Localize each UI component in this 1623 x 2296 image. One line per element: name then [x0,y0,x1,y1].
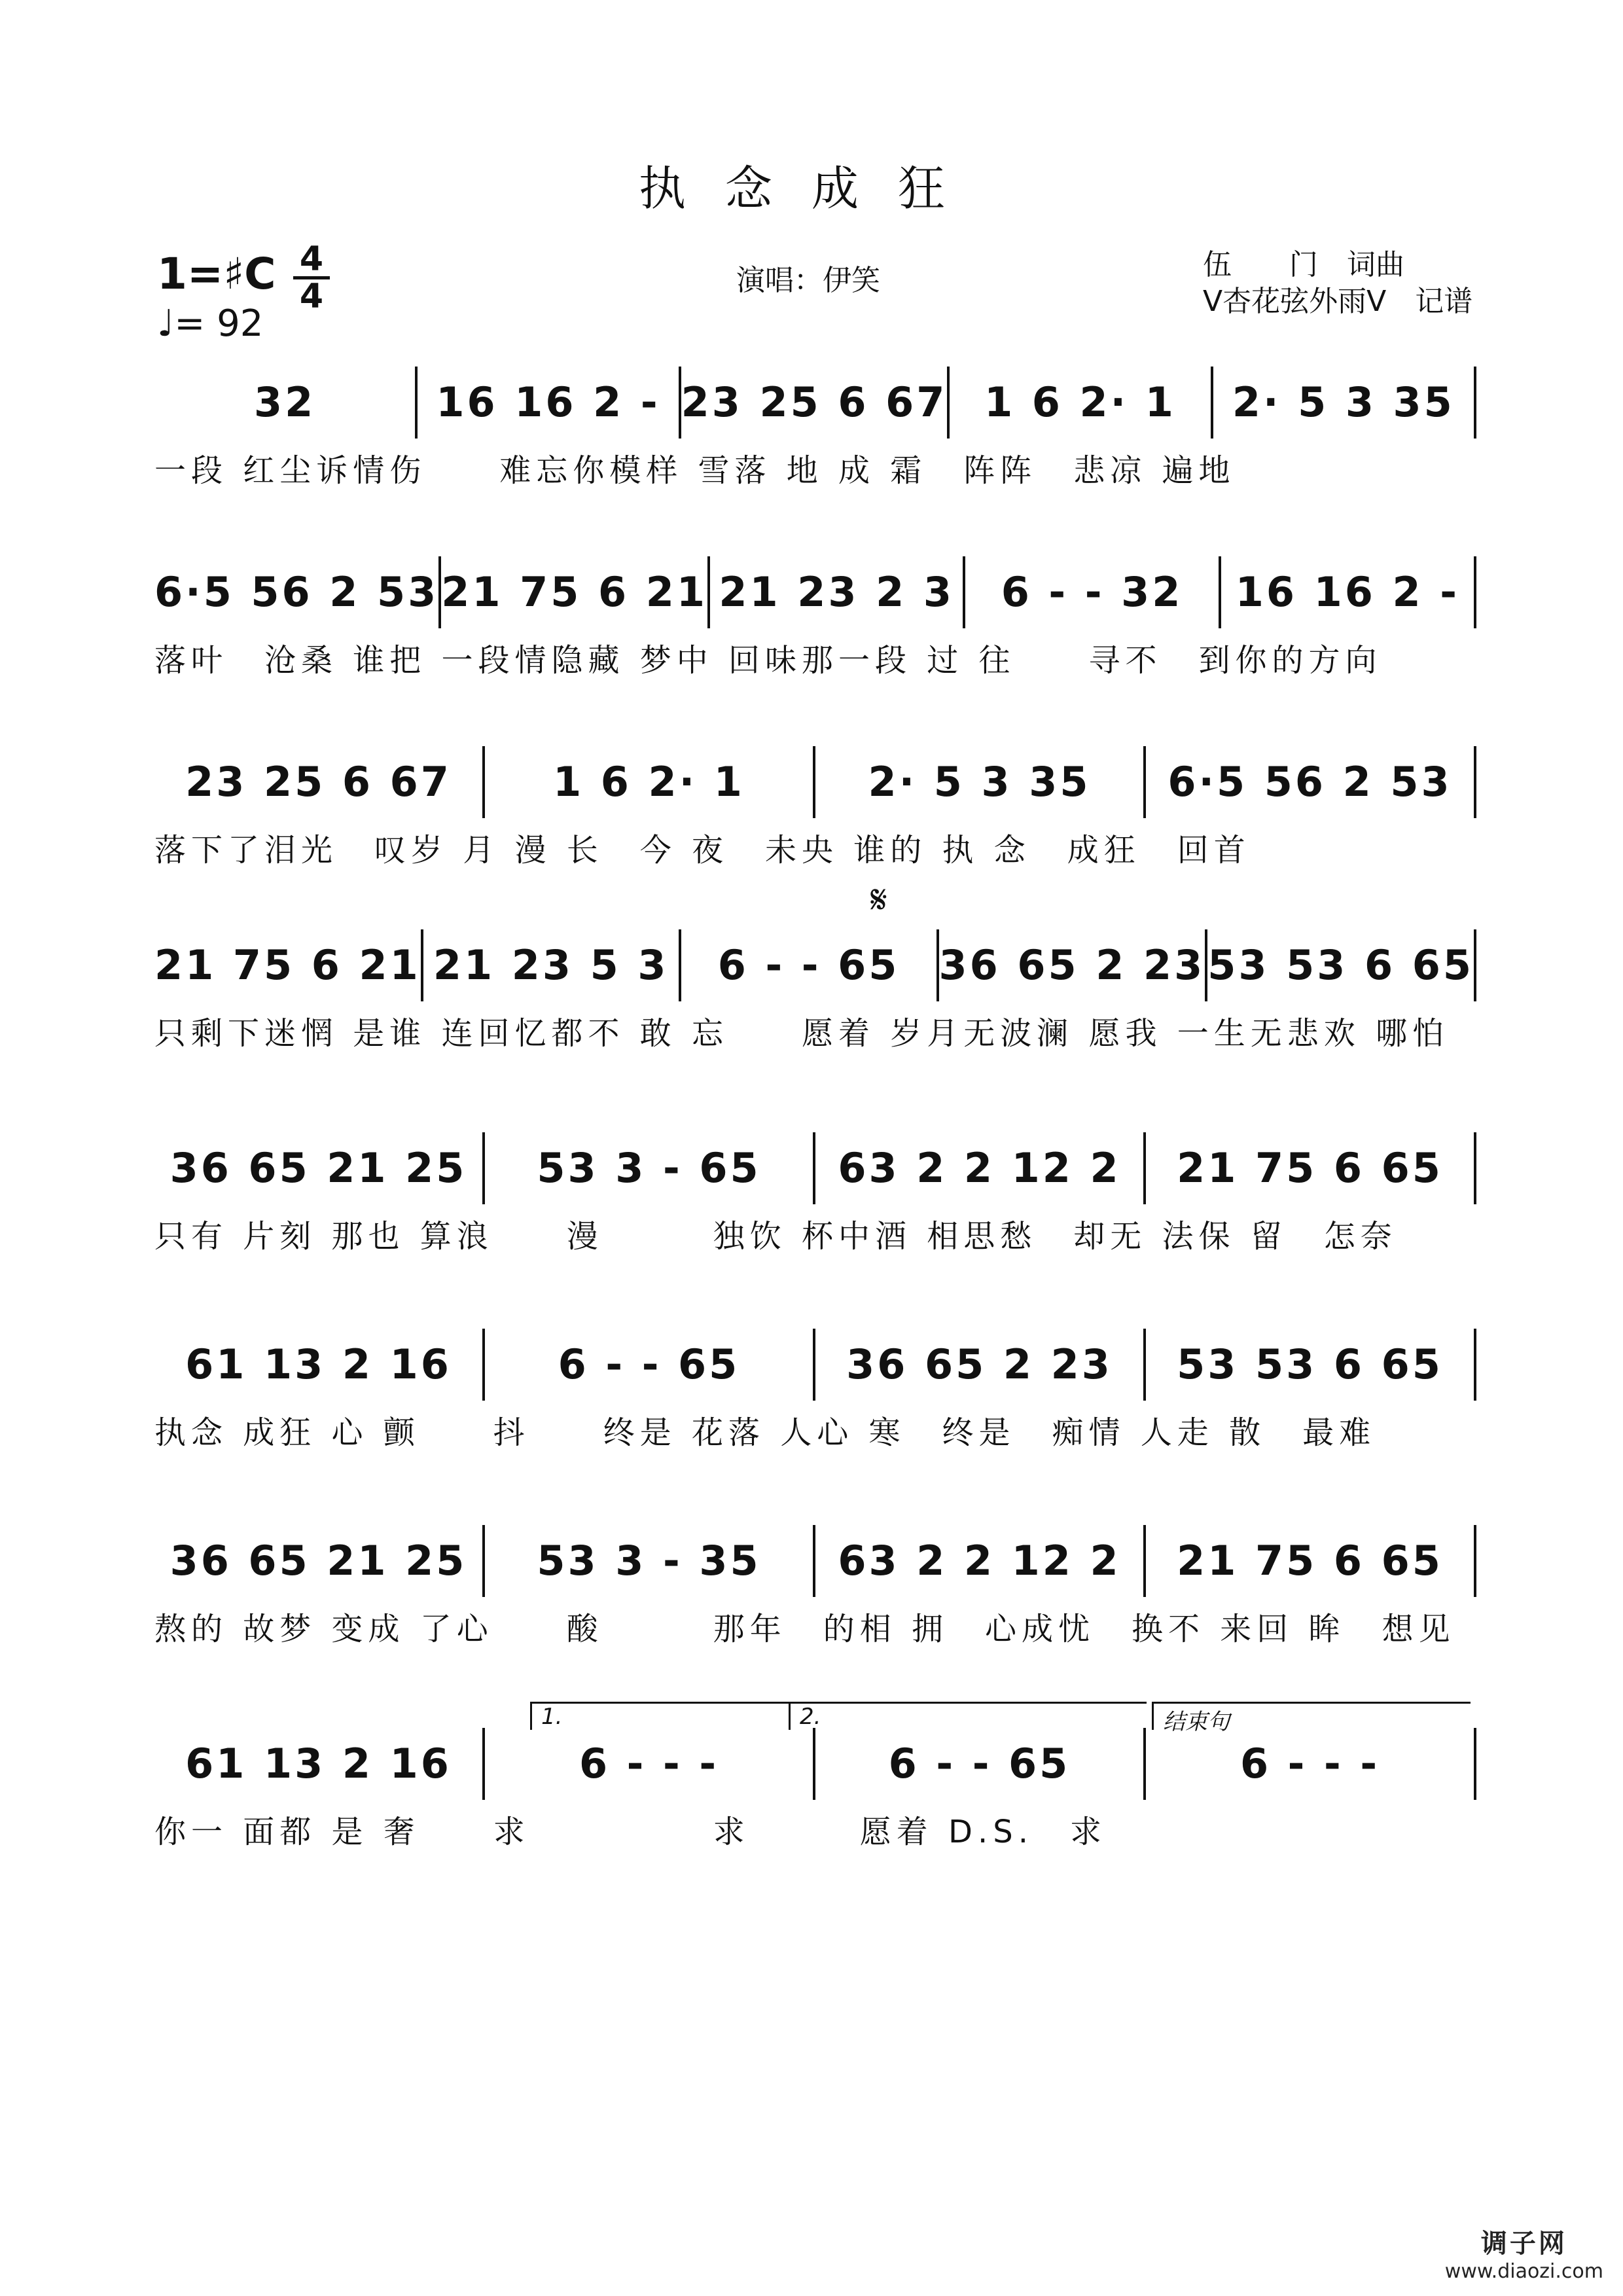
notes-row [154,929,1476,1001]
notes-row [154,367,1476,439]
measure: 6 - - - [485,1728,815,1800]
measure: 2· 5 3 35 [1213,367,1476,439]
measure: 61 13 2 16 [154,1329,485,1401]
measure: 23 25 6 67 [681,367,950,439]
measure: 2· 5 3 35 [815,746,1146,818]
ending-second: 2. [789,1702,1147,1730]
measure: 6 - - - [1146,1728,1476,1800]
measure: 6·5 56 2 53 [1146,746,1476,818]
measure: 53 53 6 65 [1207,929,1476,1001]
measure: 53 3 - 65 [485,1132,815,1204]
measure: 1 6 2· 1 [950,367,1213,439]
lyrics-line: 一段 红尘诉情伤 难忘你模样 雪落 地 成 霜 阵阵 悲凉 遍地 [154,452,1236,489]
measure: 21 75 6 21 [154,929,423,1001]
measure: 16 16 2 - [1221,556,1476,628]
notes-row [154,746,1476,818]
measure: 61 13 2 16 [154,1728,485,1800]
singer-credit: 演唱：伊笑 [736,264,880,297]
lyrics-line: 只剩下迷惘 是谁 连回忆都不 敢 忘 愿着 岁月无波澜 愿我 一生无悲欢 哪怕 [154,1015,1450,1052]
measure: 6 - - 65 [815,1728,1146,1800]
measure: 6·5 56 2 53 [154,556,441,628]
measure: 6 - - 65 [681,929,939,1001]
measure: 36 65 2 23 [939,929,1208,1001]
ending-first: 1. [530,1702,790,1730]
transcriber-credit: V杏花弦外雨V 记谱 [1203,285,1473,318]
page-title: 执念成狂 [638,161,984,216]
measure: 21 23 2 3 [710,556,965,628]
measure: 21 23 5 3 [423,929,681,1001]
lyrics-line: 熬的 故梦 变成 了心 酸 那年 的相 拥 心成忧 换不 来回 眸 想见 [154,1611,1455,1647]
time-signature [293,240,330,316]
tempo-marking: ♩= 92 [157,302,264,345]
measure: 16 16 2 - [418,367,681,439]
notes-row [154,1329,1476,1401]
measure: 23 25 6 67 [154,746,485,818]
meter-bottom: 4 [299,277,324,316]
site-logo [1445,2223,1603,2283]
measure: 36 65 2 23 [815,1329,1146,1401]
measure: 63 2 2 12 2 [815,1132,1146,1204]
site-logo-url: www.diaozi.com [1444,2260,1603,2283]
measure: 32 [154,367,418,439]
notes-row [154,1132,1476,1204]
measure: 21 75 6 65 [1146,1132,1476,1204]
measure: 1 6 2· 1 [485,746,815,818]
key-signature: 1=♯C [157,249,276,299]
measure: 36 65 21 25 [154,1525,485,1597]
lyricist-composer-credit: 伍 门 词曲 [1203,248,1404,281]
measure: 21 75 6 65 [1146,1525,1476,1597]
lyrics-line: 落下了泪光 叹岁 月 漫 长 今 夜 未央 谁的 执 念 成狂 回首 [154,832,1251,869]
lyrics-line: 执念 成狂 心 颤 抖 终是 花落 人心 寒 终是 痴情 人走 散 最难 [154,1414,1376,1451]
lyrics-line: 只有 片刻 那也 算浪 漫 独饮 杯中酒 相思愁 却无 法保 留 怎奈 [154,1218,1397,1255]
site-logo-name: 调子网 [1480,2229,1567,2259]
notes-row [154,1728,1476,1800]
measure: 53 53 6 65 [1146,1329,1476,1401]
segno-sign: 𝄋 [870,877,887,923]
notes-row [154,556,1476,628]
lyrics-line: 你一 面都 是 奢 求 求 愿着 D.S. 求 [154,1814,1107,1850]
ending-coda: 结束句 [1152,1702,1471,1730]
measure: 6 - - 32 [965,556,1221,628]
notes-row [154,1525,1476,1597]
meter-top: 4 [299,240,324,279]
measure: 6 - - 65 [485,1329,815,1401]
measure: 63 2 2 12 2 [815,1525,1146,1597]
lyrics-line: 落叶 沧桑 谁把 一段情隐藏 梦中 回味那一段 过 往 寻不 到你的方向 [154,642,1382,679]
measure: 21 75 6 21 [441,556,710,628]
measure: 53 3 - 35 [485,1525,815,1597]
measure: 36 65 21 25 [154,1132,485,1204]
